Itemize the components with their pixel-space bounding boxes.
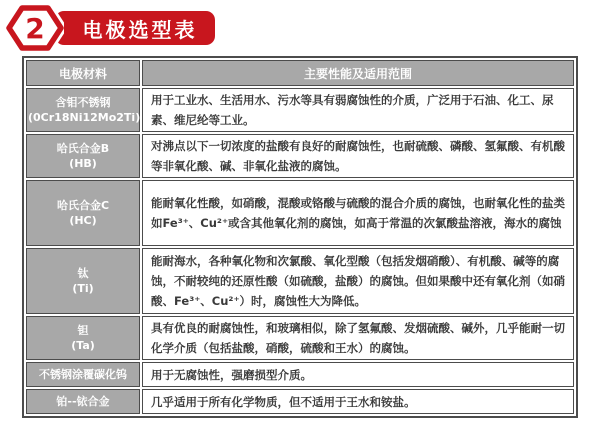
description-cell: 用于工业水、生活用水、污水等具有弱腐蚀性的介质，广泛用于石油、化工、尿素、维尼纶等工业。 — [142, 88, 574, 132]
step-number: 2 — [25, 12, 45, 45]
electrode-table-container — [22, 56, 578, 418]
material-cell — [26, 362, 140, 387]
table-row — [26, 389, 574, 414]
description-cell: 具有优良的耐腐蚀性，和玻璃相似，除了氢氟酸、发烟硫酸、碱外，几乎能耐一切化学介质（包括盐酸，硝酸，硫酸和王水）的腐蚀。 — [142, 316, 574, 360]
material-name: 含钼不锈钢 — [55, 96, 111, 109]
table-row — [26, 362, 574, 387]
description-cell: 对沸点以下一切浓度的盐酸有良好的耐腐蚀性，也耐硫酸、磷酸、氢氟酸、有机酸等非氧化酸、碱、非氧化盐液的腐蚀。 — [142, 134, 574, 178]
material-name: 铂--铱合金 — [56, 395, 110, 408]
column-header-material: 电极材料 — [26, 60, 140, 86]
table-row — [26, 180, 574, 246]
material-subtext: (Ti) — [72, 282, 94, 295]
material-cell — [26, 180, 140, 246]
material-name: 钽 — [77, 324, 89, 337]
page-header — [0, 0, 600, 56]
material-name: 不锈钢涂覆碳化钨 — [39, 368, 127, 381]
table-row — [26, 134, 574, 178]
column-header-performance: 主要性能及适用范围 — [142, 60, 574, 86]
material-cell — [26, 134, 140, 178]
material-name: 钛 — [77, 267, 89, 280]
table-header-row — [26, 60, 574, 86]
page-title: 电极选型表 — [55, 11, 215, 45]
table-row — [26, 316, 574, 360]
material-subtext: (0Cr18Ni12Mo2Ti) — [28, 111, 141, 124]
material-name: 哈氏合金C — [56, 199, 110, 212]
table-row — [26, 88, 574, 132]
step-number-hexagon-icon — [6, 5, 64, 51]
material-name: 哈氏合金B — [56, 142, 110, 155]
material-subtext: (Ta) — [71, 339, 95, 352]
material-cell — [26, 248, 140, 314]
description-cell: 能耐氧化性酸，如硝酸，混酸或铬酸与硫酸的混合介质的腐蚀，也耐氧化性的盐类如Fe³⁺、Cu²⁺或含其他氧化剂的腐蚀，如高于常温的次氯酸盐溶液，海水的腐蚀 — [142, 180, 574, 246]
description-cell: 能耐海水，各种氧化物和次氯酸、氧化型酸（包括发烟硝酸）、有机酸、碱等的腐蚀，不耐较纯的还原性酸（如硫酸，盐酸）的腐蚀。但如果酸中还有氧化剂（如硝酸、Fe³⁺、Cu²⁺）时，腐蚀性大为降低。 — [142, 248, 574, 314]
material-cell — [26, 316, 140, 360]
material-subtext: (HB) — [69, 157, 97, 170]
electrode-selection-table — [22, 56, 578, 418]
material-cell — [26, 389, 140, 414]
description-cell: 用于无腐蚀性，强磨损型介质。 — [142, 362, 574, 387]
material-subtext: (HC) — [69, 214, 97, 227]
material-cell — [26, 88, 140, 132]
table-row — [26, 248, 574, 314]
description-cell: 几乎适用于所有化学物质，但不适用于王水和铵盐。 — [142, 389, 574, 414]
